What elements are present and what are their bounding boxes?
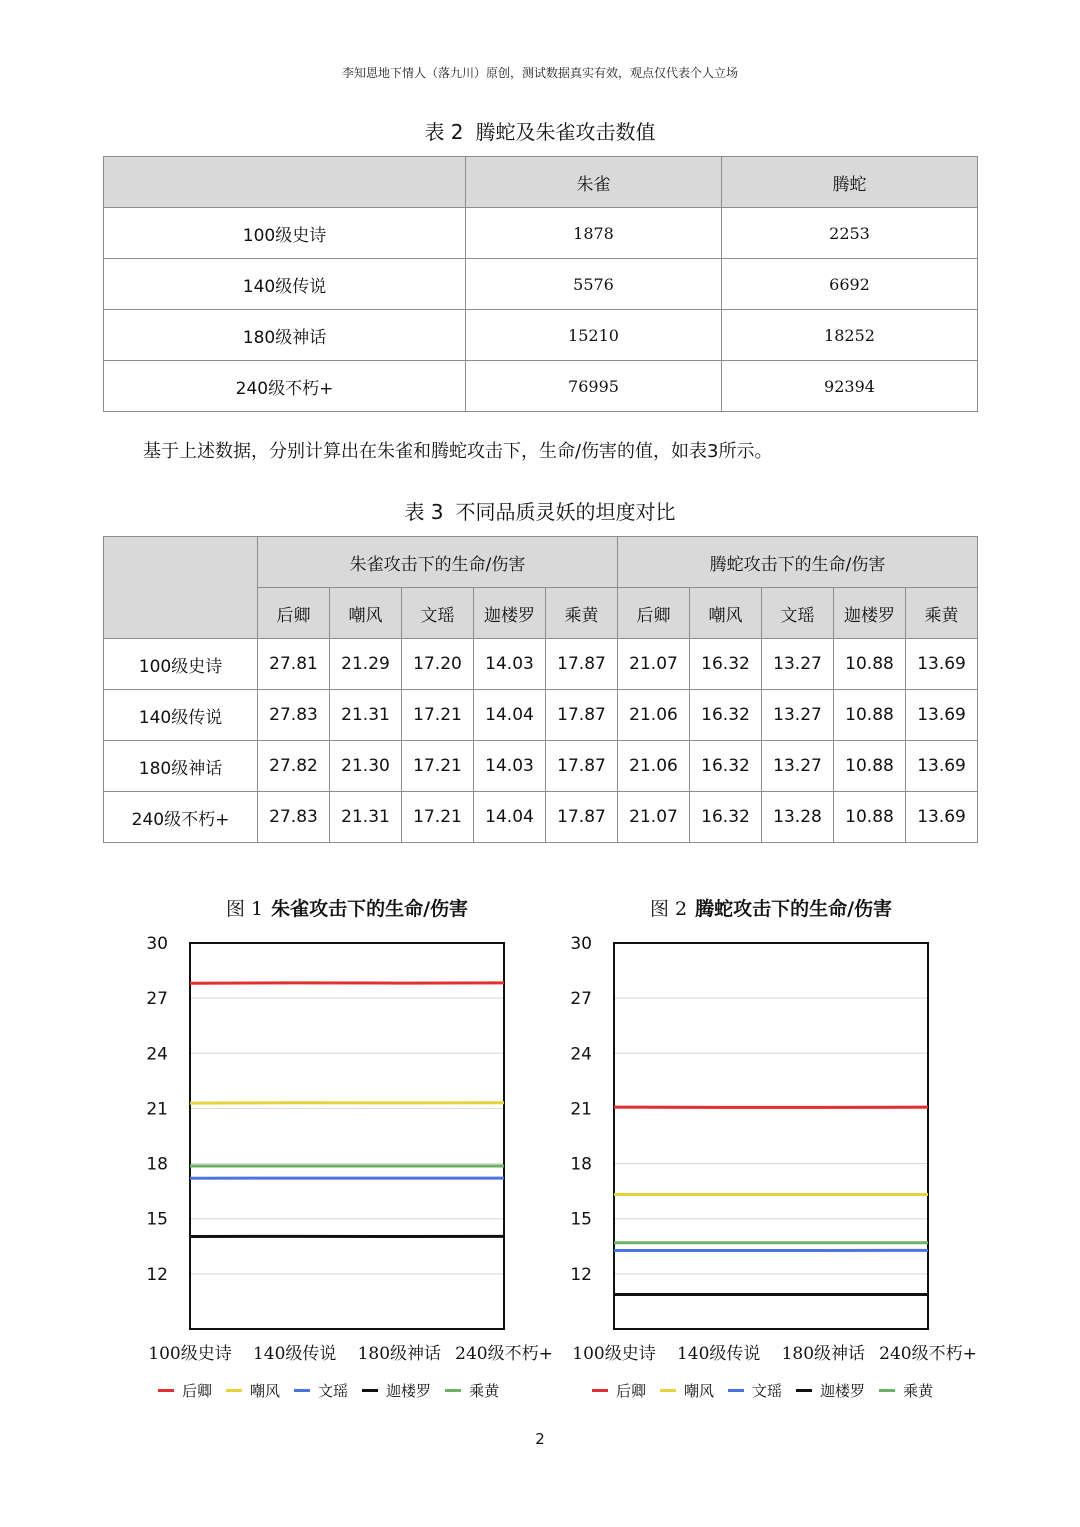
table-cell: 21.30 xyxy=(330,741,402,792)
table-row xyxy=(104,690,978,741)
chart2-title xyxy=(614,894,928,921)
table-cell: 14.03 xyxy=(474,741,546,792)
table-cell: 5576 xyxy=(466,259,722,310)
table-sub-header-cell: 后卿 xyxy=(258,588,330,639)
table-cell: 17.21 xyxy=(402,792,474,843)
legend-label: 迦楼罗 xyxy=(820,1382,866,1400)
table-sub-header-cell: 嘲风 xyxy=(690,588,762,639)
x-tick-label: 180级神话 xyxy=(357,1344,442,1364)
table-cell: 27.83 xyxy=(258,690,330,741)
table-cell: 21.29 xyxy=(330,639,402,690)
x-tick-label: 140级传说 xyxy=(676,1344,761,1364)
table-cell: 18252 xyxy=(722,310,978,361)
table-cell: 13.69 xyxy=(906,639,978,690)
legend-label: 乘黄 xyxy=(903,1382,934,1400)
table-cell: 27.83 xyxy=(258,792,330,843)
table3-caption-num: 表 3 xyxy=(404,500,444,524)
table-cell: 10.88 xyxy=(834,741,906,792)
legend-label: 乘黄 xyxy=(469,1382,500,1400)
table-cell: 13.27 xyxy=(762,639,834,690)
table-cell: 17.21 xyxy=(402,741,474,792)
chart1-title-text: 朱雀攻击下的生命/伤害 xyxy=(271,898,469,920)
table-cell: 17.87 xyxy=(546,639,618,690)
table-corner-cell xyxy=(104,537,258,639)
table-header-row xyxy=(104,157,978,208)
table-cell: 16.32 xyxy=(690,690,762,741)
table-cell: 21.31 xyxy=(330,690,402,741)
table-cell: 16.32 xyxy=(690,741,762,792)
legend-swatch xyxy=(294,1389,310,1392)
chart2-title-num: 图 2 xyxy=(649,898,688,920)
y-tick-label: 15 xyxy=(570,1209,592,1230)
row-label: 140级传说 xyxy=(104,690,258,741)
chart1-title xyxy=(190,894,504,921)
table-sub-header-cell: 后卿 xyxy=(618,588,690,639)
table-row xyxy=(104,792,978,843)
legend-swatch xyxy=(592,1389,608,1392)
table-cell: 13.27 xyxy=(762,690,834,741)
plot-frame xyxy=(190,943,504,1329)
legend-label: 迦楼罗 xyxy=(386,1382,432,1400)
y-tick-label: 24 xyxy=(146,1044,168,1065)
x-tick-label: 100级史诗 xyxy=(148,1344,232,1364)
legend-entry xyxy=(158,1380,212,1401)
legend-swatch xyxy=(879,1389,895,1392)
table-cell: 16.32 xyxy=(690,792,762,843)
table-group-header-row xyxy=(104,537,978,588)
table-cell: 13.69 xyxy=(906,741,978,792)
chart2-line-chart xyxy=(554,925,984,1365)
legend-entry xyxy=(592,1380,646,1401)
table-cell: 13.28 xyxy=(762,792,834,843)
legend-entry xyxy=(660,1380,714,1401)
row-label: 180级神话 xyxy=(104,741,258,792)
x-tick-label: 240级不朽+ xyxy=(879,1344,977,1364)
table-sub-header-cell: 迦楼罗 xyxy=(474,588,546,639)
legend-swatch xyxy=(728,1389,744,1392)
table-cell: 13.69 xyxy=(906,690,978,741)
row-label: 140级传说 xyxy=(104,259,466,310)
chart1-title-num: 图 1 xyxy=(225,898,264,920)
table-cell: 2253 xyxy=(722,208,978,259)
y-tick-label: 27 xyxy=(146,989,168,1010)
legend-swatch xyxy=(660,1389,676,1392)
table-sub-header-cell: 迦楼罗 xyxy=(834,588,906,639)
chart1-line-chart xyxy=(130,925,560,1365)
legend-label: 后卿 xyxy=(616,1382,647,1400)
table-row xyxy=(104,259,978,310)
table-row xyxy=(104,310,978,361)
legend-label: 文瑶 xyxy=(318,1382,349,1400)
legend-entry xyxy=(728,1380,782,1401)
table-cell: 10.88 xyxy=(834,690,906,741)
x-tick-label: 180级神话 xyxy=(781,1344,866,1364)
table-header-cell: 朱雀 xyxy=(466,157,722,208)
table-sub-header-cell: 嘲风 xyxy=(330,588,402,639)
legend-entry xyxy=(796,1380,865,1401)
row-label: 240级不朽+ xyxy=(104,792,258,843)
table3-caption xyxy=(0,496,1080,525)
y-tick-label: 30 xyxy=(570,934,592,954)
table-cell: 27.81 xyxy=(258,639,330,690)
table-cell: 17.87 xyxy=(546,690,618,741)
legend-label: 文瑶 xyxy=(752,1382,783,1400)
x-tick-label: 140级传说 xyxy=(252,1344,337,1364)
table-cell: 10.88 xyxy=(834,792,906,843)
legend-swatch xyxy=(796,1389,812,1392)
table-cell: 17.20 xyxy=(402,639,474,690)
table-cell: 92394 xyxy=(722,361,978,412)
table-cell: 14.04 xyxy=(474,690,546,741)
table-cell: 21.06 xyxy=(618,690,690,741)
table-sub-header-cell: 乘黄 xyxy=(546,588,618,639)
table-cell: 14.04 xyxy=(474,792,546,843)
table-cell: 21.07 xyxy=(618,639,690,690)
legend-entry xyxy=(294,1380,348,1401)
y-tick-label: 12 xyxy=(570,1264,592,1285)
table2-caption-title: 腾蛇及朱雀攻击数值 xyxy=(475,120,656,144)
table-cell: 6692 xyxy=(722,259,978,310)
legend-entry xyxy=(362,1380,431,1401)
page-number: 2 xyxy=(535,1430,545,1448)
legend-entry xyxy=(445,1380,499,1401)
table-row xyxy=(104,208,978,259)
legend-swatch xyxy=(226,1389,242,1392)
y-tick-label: 24 xyxy=(570,1044,592,1065)
legend-label: 嘲风 xyxy=(250,1382,281,1400)
legend-entry xyxy=(879,1380,933,1401)
row-label: 240级不朽+ xyxy=(104,361,466,412)
chart2-title-text: 腾蛇攻击下的生命/伤害 xyxy=(695,898,893,920)
row-label: 100级史诗 xyxy=(104,208,466,259)
table-sub-header-cell: 文瑶 xyxy=(402,588,474,639)
legend-entry xyxy=(226,1380,280,1401)
y-tick-label: 30 xyxy=(146,934,168,954)
table-cell: 13.69 xyxy=(906,792,978,843)
x-tick-label: 100级史诗 xyxy=(572,1344,656,1364)
table-cell: 21.06 xyxy=(618,741,690,792)
tankiness-table xyxy=(103,536,978,843)
chart2-legend xyxy=(592,1380,933,1401)
table-cell: 15210 xyxy=(466,310,722,361)
table-cell: 17.21 xyxy=(402,690,474,741)
chart1-legend xyxy=(158,1380,499,1401)
table-cell: 21.31 xyxy=(330,792,402,843)
body-paragraph: 基于上述数据，分别计算出在朱雀和腾蛇攻击下，生命/伤害的值，如表3所示。 xyxy=(143,441,773,462)
table-header-cell: 腾蛇 xyxy=(722,157,978,208)
plot-frame xyxy=(614,943,928,1329)
y-tick-label: 21 xyxy=(570,1099,592,1120)
y-tick-label: 18 xyxy=(570,1154,592,1175)
table-cell: 17.87 xyxy=(546,741,618,792)
table-cell: 17.87 xyxy=(546,792,618,843)
table2-caption xyxy=(0,116,1080,145)
table2-caption-num: 表 2 xyxy=(424,120,464,144)
row-label: 180级神话 xyxy=(104,310,466,361)
header-note: 李知恩地下情人（落九川）原创，测试数据真实有效，观点仅代表个人立场 xyxy=(341,66,738,80)
table3-caption-title: 不同品质灵妖的坦度对比 xyxy=(455,500,676,524)
table-cell: 27.82 xyxy=(258,741,330,792)
legend-swatch xyxy=(362,1389,378,1392)
y-tick-label: 27 xyxy=(570,989,592,1010)
y-tick-label: 21 xyxy=(146,1099,168,1120)
y-tick-label: 15 xyxy=(146,1209,168,1230)
y-tick-label: 18 xyxy=(146,1154,168,1175)
legend-swatch xyxy=(445,1389,461,1392)
group-header-tengshe: 腾蛇攻击下的生命/伤害 xyxy=(618,537,978,588)
table-header-cell xyxy=(104,157,466,208)
attack-values-table xyxy=(103,156,978,412)
row-label: 100级史诗 xyxy=(104,639,258,690)
x-tick-label: 240级不朽+ xyxy=(455,1344,553,1364)
legend-label: 后卿 xyxy=(182,1382,213,1400)
y-tick-label: 12 xyxy=(146,1264,168,1285)
table-cell: 14.03 xyxy=(474,639,546,690)
legend-label: 嘲风 xyxy=(684,1382,715,1400)
table-sub-header-cell: 乘黄 xyxy=(906,588,978,639)
table-cell: 16.32 xyxy=(690,639,762,690)
table-cell: 21.07 xyxy=(618,792,690,843)
table-row xyxy=(104,741,978,792)
table-cell: 10.88 xyxy=(834,639,906,690)
group-header-zhuque: 朱雀攻击下的生命/伤害 xyxy=(258,537,618,588)
table-cell: 1878 xyxy=(466,208,722,259)
table-cell: 76995 xyxy=(466,361,722,412)
legend-swatch xyxy=(158,1389,174,1392)
table-cell: 13.27 xyxy=(762,741,834,792)
table-row xyxy=(104,639,978,690)
table-sub-header-cell: 文瑶 xyxy=(762,588,834,639)
table-row xyxy=(104,361,978,412)
